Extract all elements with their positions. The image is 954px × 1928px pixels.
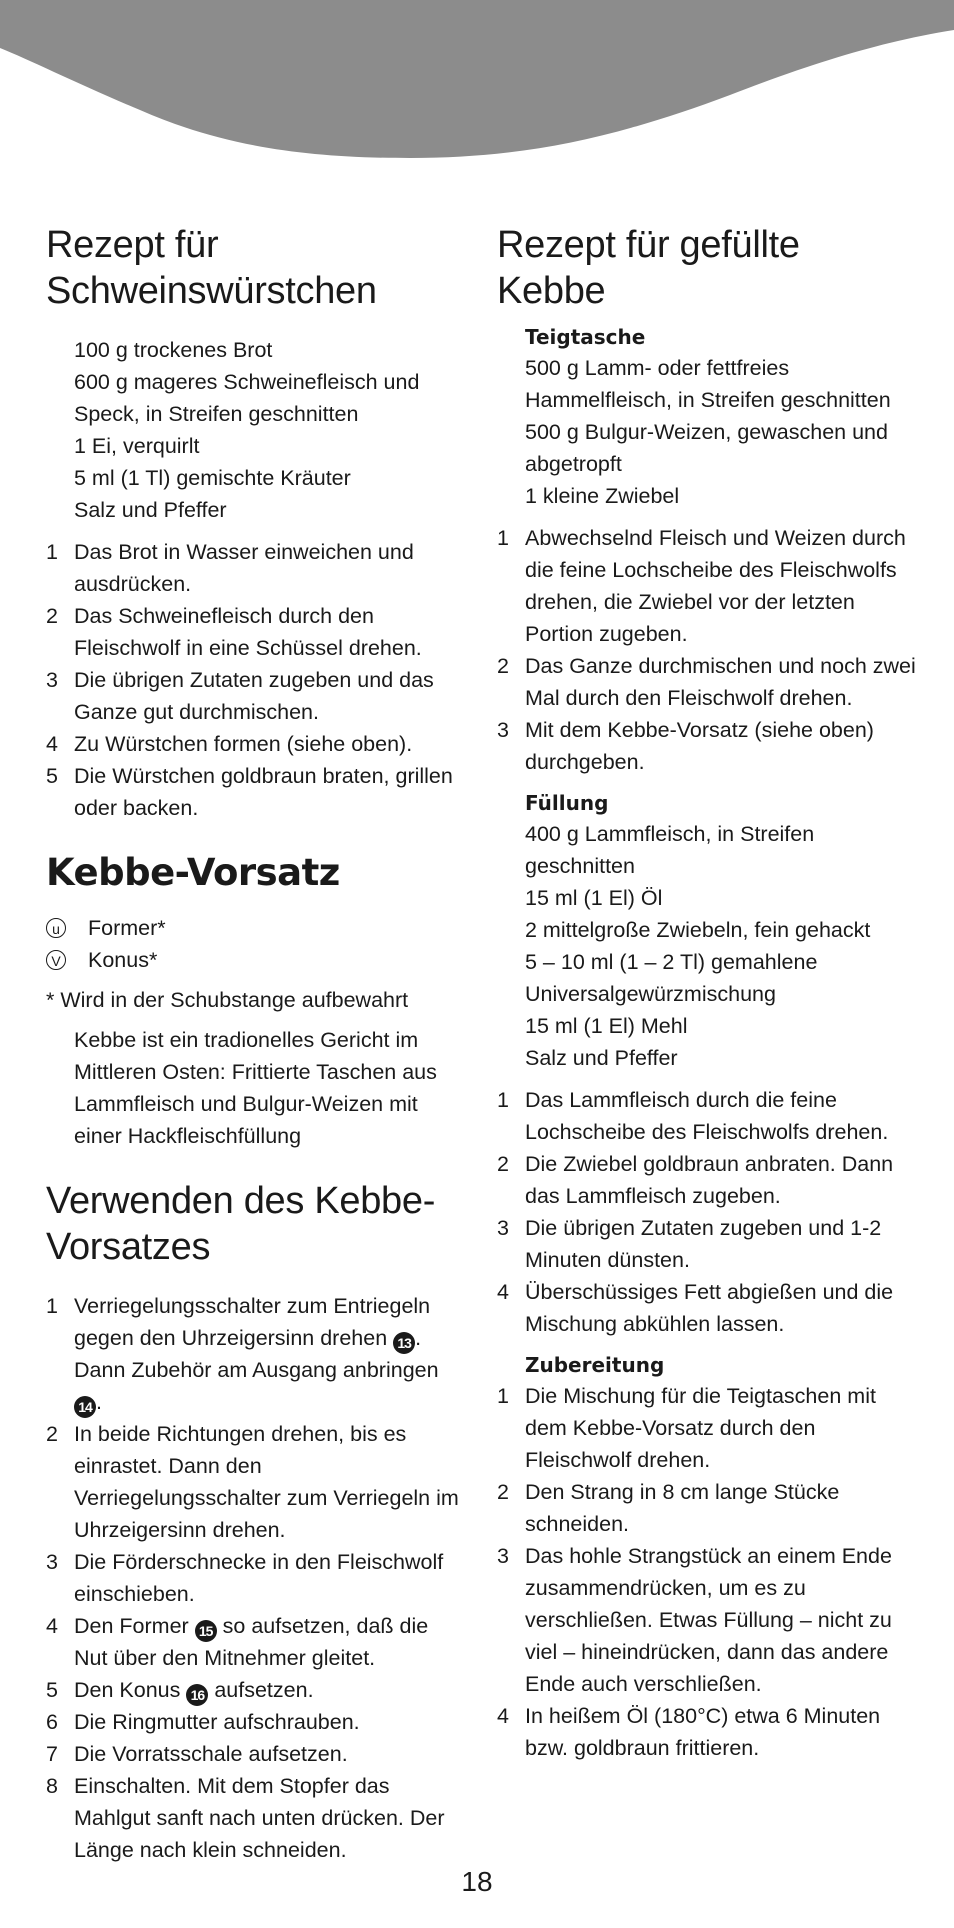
step-list bbox=[497, 1380, 917, 1764]
step-text: Die Vorratsschale aufsetzen. bbox=[74, 1742, 348, 1766]
step-text: Zu Würstchen formen (siehe oben). bbox=[74, 732, 413, 756]
step-text: Abwechselnd Fleisch und Weizen durch die feine Lochscheibe des Fleischwolfs drehen, die Zwiebel vor der letzten Portion zugeben. bbox=[525, 526, 906, 646]
step-text: Das Schweinefleisch durch den Fleischwolf in eine Schüssel drehen. bbox=[74, 604, 422, 660]
ingredient: 100 g trockenes Brot bbox=[74, 338, 273, 362]
part-label: Former* bbox=[88, 916, 166, 940]
ingredient: Salz und Pfeffer bbox=[525, 1046, 678, 1070]
step-number: 1 bbox=[497, 1088, 509, 1112]
step-text: Die Mischung für die Teigtaschen mit dem Kebbe-Vorsatz durch den Fleischwolf drehen. bbox=[525, 1384, 876, 1472]
step-number: 2 bbox=[497, 1480, 509, 1504]
step-text-part: aufsetzen. bbox=[208, 1678, 314, 1702]
step-number: 4 bbox=[497, 1704, 509, 1728]
step-number: 1 bbox=[497, 1384, 509, 1408]
step-number: 4 bbox=[46, 1614, 58, 1638]
step bbox=[497, 1212, 917, 1276]
step bbox=[497, 650, 917, 714]
step-text: Die Förderschnecke in den Fleischwolf einschieben. bbox=[74, 1550, 444, 1606]
step bbox=[497, 1540, 917, 1700]
parts-list bbox=[46, 912, 466, 976]
step-text: Die Würstchen goldbraun braten, grillen oder backen. bbox=[74, 764, 453, 820]
step-list bbox=[497, 522, 917, 778]
step-number: 2 bbox=[497, 1152, 509, 1176]
step bbox=[497, 522, 917, 650]
recipe-title: Rezept für Schweinswürstchen bbox=[46, 224, 377, 312]
part-cone bbox=[46, 944, 466, 976]
step bbox=[497, 1476, 917, 1540]
step bbox=[46, 664, 466, 728]
step bbox=[497, 1084, 917, 1148]
step-number: 3 bbox=[497, 1544, 509, 1568]
step-text bbox=[74, 1610, 466, 1674]
step-number: 7 bbox=[46, 1742, 58, 1766]
recipe-sausages bbox=[46, 222, 466, 824]
step bbox=[46, 728, 466, 760]
ingredient: 600 g mageres Schweinefleisch und Speck, in Streifen geschnitten bbox=[74, 370, 420, 426]
step-text-part: . bbox=[96, 1390, 102, 1414]
part-marker-icon: V bbox=[46, 950, 66, 970]
step-number: 2 bbox=[497, 654, 509, 678]
step-list bbox=[497, 1084, 917, 1340]
part-former bbox=[46, 912, 466, 944]
step-text: In beide Richtungen drehen, bis es einrastet. Dann den Verriegelungsschalter zum Verriegeln im Uhrzeigersinn drehen. bbox=[74, 1422, 459, 1542]
step-text: Das Ganze durchmischen und noch zwei Mal durch den Fleischwolf drehen. bbox=[525, 654, 916, 710]
footnote: * Wird in der Schubstange aufbewahrt bbox=[46, 988, 409, 1012]
step bbox=[497, 714, 917, 778]
figure-15-icon: 15 bbox=[195, 1620, 217, 1642]
step bbox=[46, 1770, 466, 1866]
step bbox=[46, 1418, 466, 1546]
step-number: 3 bbox=[497, 1216, 509, 1240]
step-text: Die Zwiebel goldbraun anbraten. Dann das Lammfleisch zugeben. bbox=[525, 1152, 894, 1208]
part-marker-icon: u bbox=[46, 918, 66, 938]
step bbox=[497, 1380, 917, 1476]
step bbox=[46, 760, 466, 824]
step-text: Die übrigen Zutaten zugeben und das Ganze gut durchmischen. bbox=[74, 668, 434, 724]
ingredient: 15 ml (1 El) Öl bbox=[525, 886, 663, 910]
step-text: Überschüssiges Fett abgießen und die Mischung abkühlen lassen. bbox=[525, 1280, 894, 1336]
left-column bbox=[46, 222, 466, 1876]
step bbox=[497, 1148, 917, 1212]
step-text: Die übrigen Zutaten zugeben und 1-2 Minuten dünsten. bbox=[525, 1216, 882, 1272]
step-text: In heißem Öl (180°C) etwa 6 Minuten bzw. goldbraun frittieren. bbox=[525, 1704, 881, 1760]
step-text-part: Den Former bbox=[74, 1614, 195, 1638]
step-text: Mit dem Kebbe-Vorsatz (siehe oben) durchgeben. bbox=[525, 718, 874, 774]
ingredient: 1 Ei, verquirlt bbox=[74, 434, 200, 458]
step-text: Das hohle Strangstück an einem Ende zusammendrücken, um es zu verschließen. Etwas Füllung – nicht zu viel – hineindrücken, dann das andere Ende auch verschließen. bbox=[525, 1544, 892, 1696]
header-wave-banner bbox=[0, 0, 954, 160]
step bbox=[497, 1276, 917, 1340]
step-text-part: Verriegelungsschalter zum Entriegeln gegen den Uhrzeigersinn drehen bbox=[74, 1294, 431, 1350]
section-title: Verwenden des Kebbe-Vorsatzes bbox=[46, 1180, 436, 1268]
step-text-part: . Dann Zubehör am Ausgang anbringen bbox=[74, 1326, 439, 1382]
step-text bbox=[74, 1290, 466, 1418]
step bbox=[46, 1290, 466, 1418]
step-text: Die Ringmutter aufschrauben. bbox=[74, 1710, 360, 1734]
subheading-filling: Füllung bbox=[525, 791, 609, 815]
step bbox=[46, 1610, 466, 1674]
figure-16-icon: 16 bbox=[186, 1684, 208, 1706]
step bbox=[497, 1700, 917, 1764]
step bbox=[46, 1706, 466, 1738]
page-number: 18 bbox=[461, 1866, 493, 1897]
ingredient: 500 g Lamm- oder fettfreies Hammelfleisch, in Streifen geschnitten bbox=[525, 356, 891, 412]
ingredient: 15 ml (1 El) Mehl bbox=[525, 1014, 688, 1038]
step-number: 3 bbox=[46, 1550, 58, 1574]
step bbox=[46, 600, 466, 664]
step-number: 4 bbox=[497, 1280, 509, 1304]
step-text-part: Den Konus bbox=[74, 1678, 187, 1702]
step bbox=[46, 1546, 466, 1610]
step-list bbox=[46, 1290, 466, 1866]
figure-14-icon: 14 bbox=[74, 1396, 96, 1418]
intro-paragraph: Kebbe ist ein tradionelles Gericht im Mittleren Osten: Frittierte Taschen aus Lammfleisch und Bulgur-Weizen mit einer Hackfleischfüllung bbox=[74, 1028, 437, 1148]
step-number: 8 bbox=[46, 1774, 58, 1798]
figure-13-icon: 13 bbox=[393, 1332, 415, 1354]
ingredient-list bbox=[497, 352, 917, 512]
section-title: Kebbe-Vorsatz bbox=[46, 851, 340, 894]
recipe-title: Rezept für gefüllte Kebbe bbox=[497, 224, 800, 312]
ingredient: 500 g Bulgur-Weizen, gewaschen und abgetropft bbox=[525, 420, 888, 476]
subheading-preparation: Zubereitung bbox=[525, 1353, 665, 1377]
step-text: Den Strang in 8 cm lange Stücke schneiden. bbox=[525, 1480, 840, 1536]
right-column bbox=[497, 222, 917, 1774]
wave-shape bbox=[0, 0, 954, 158]
step bbox=[46, 536, 466, 600]
ingredient: 5 – 10 ml (1 – 2 Tl) gemahlene Universalgewürzmischung bbox=[525, 950, 818, 1006]
subheading-dough: Teigtasche bbox=[525, 325, 646, 349]
part-label: Konus* bbox=[88, 948, 158, 972]
step-list bbox=[46, 536, 466, 824]
step-number: 5 bbox=[46, 764, 58, 788]
step-number: 4 bbox=[46, 732, 58, 756]
step bbox=[46, 1738, 466, 1770]
ingredient: Salz und Pfeffer bbox=[74, 498, 227, 522]
step-text: Einschalten. Mit dem Stopfer das Mahlgut sanft nach unten drücken. Der Länge nach klein schneiden. bbox=[74, 1774, 445, 1862]
step-text-part: so aufsetzen, daß die Nut über den Mitnehmer gleitet. bbox=[74, 1614, 429, 1670]
step-number: 2 bbox=[46, 1422, 58, 1446]
step-text: Das Lammfleisch durch die feine Lochscheibe des Fleischwolfs drehen. bbox=[525, 1088, 889, 1144]
step-number: 3 bbox=[497, 718, 509, 742]
step-number: 1 bbox=[497, 526, 509, 550]
step-number: 2 bbox=[46, 604, 58, 628]
step-number: 6 bbox=[46, 1710, 58, 1734]
step bbox=[46, 1674, 466, 1706]
step-number: 5 bbox=[46, 1678, 58, 1702]
ingredient: 2 mittelgroße Zwiebeln, fein gehackt bbox=[525, 918, 871, 942]
ingredient: 400 g Lammfleisch, in Streifen geschnitten bbox=[525, 822, 815, 878]
step-number: 1 bbox=[46, 540, 58, 564]
ingredient-list bbox=[46, 334, 466, 526]
kebbe-attachment bbox=[46, 850, 466, 1152]
step-text bbox=[74, 1674, 466, 1706]
using-kebbe-attachment bbox=[46, 1178, 466, 1866]
step-number: 1 bbox=[46, 1294, 58, 1318]
step-number: 3 bbox=[46, 668, 58, 692]
step-text: Das Brot in Wasser einweichen und ausdrücken. bbox=[74, 540, 414, 596]
ingredient: 1 kleine Zwiebel bbox=[525, 484, 680, 508]
ingredient: 5 ml (1 Tl) gemischte Kräuter bbox=[74, 466, 351, 490]
ingredient-list bbox=[497, 818, 917, 1074]
